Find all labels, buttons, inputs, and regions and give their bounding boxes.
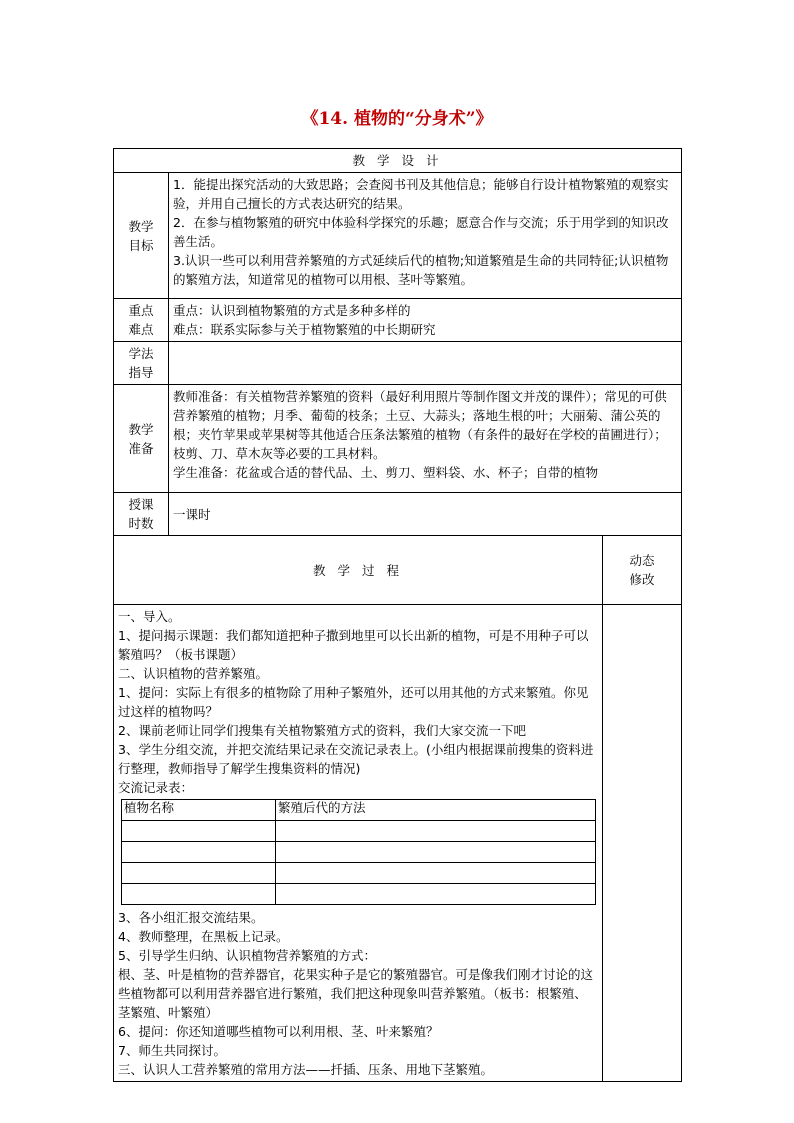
process-content <box>114 605 603 1082</box>
record-row <box>122 863 596 884</box>
teacher-prep: 教师准备：有关植物营养繁殖的资料（最好利用照片等制作图文并茂的课件）；常见的可供营养繁殖的植物；月季、葡萄的枝条；土豆、大蒜头；落地生根的叶；大丽菊、蒲公英的根；夹竹苹果或苹果树等其他适合压条法繁殖的植物（有条件的最好在学校的苗圃进行）；枝剪、刀、草木灰等必要的工具材料。 <box>173 389 667 461</box>
process-line: 1、提问：实际上有很多的植物除了用种子繁殖外，还可以用其他的方式来繁殖。你见过这样的植物吗？ <box>118 685 589 719</box>
document-title: 《14. 植物的“分身术”》 <box>301 109 493 129</box>
process-line: 5、引导学生归纳、认识植物营养繁殖的方式： <box>118 948 376 963</box>
method-content <box>169 342 682 385</box>
goals-label <box>114 173 169 299</box>
record-row <box>122 821 596 842</box>
key-content <box>169 299 682 342</box>
process-line: 二、认识植物的营养繁殖。 <box>118 666 269 681</box>
record-header-method: 繁殖后代的方法 <box>276 800 596 821</box>
record-cell <box>276 842 596 863</box>
record-table <box>121 799 596 905</box>
record-header-plant: 植物名称 <box>122 800 276 821</box>
hours-label <box>114 493 169 536</box>
goals-label-text: 教学 目标 <box>128 218 154 253</box>
process-line: 三、认识人工营养繁殖的常用方法——扦插、压条、用地下茎繁殖。 <box>118 1062 494 1077</box>
key-label <box>114 299 169 342</box>
process-line: 3、学生分组交流，并把交流结果记录在交流记录表上。(小组内根据课前搜集的资料进行整理，教师指导了解学生搜集资料的情况) <box>118 742 594 776</box>
record-cell <box>276 884 596 905</box>
process-line: 1、提问揭示课题：我们都知道把种子撒到地里可以长出新的植物，可是不用种子可以繁殖吗？（板书课题） <box>118 628 589 662</box>
record-cell <box>122 821 276 842</box>
record-row <box>122 842 596 863</box>
revision-header <box>603 536 682 605</box>
record-cell <box>276 863 596 884</box>
hours-content: 一课时 <box>169 493 682 536</box>
design-header: 教 学 设 计 <box>114 149 682 173</box>
key-label-text: 重点 难点 <box>128 303 154 337</box>
process-line: 2、课前老师让同学们搜集有关植物繁殖方式的资料，我们大家交流一下吧 <box>118 723 526 738</box>
revision-header-text: 动态 修改 <box>629 553 655 587</box>
process-line: 7、师生共同探讨。 <box>118 1043 226 1058</box>
key-point: 重点：认识到植物繁殖的方式是多种多样的 <box>173 303 411 318</box>
record-cell <box>122 842 276 863</box>
method-label-text: 学法 指导 <box>128 346 154 380</box>
prep-label <box>114 385 169 493</box>
record-cell <box>122 863 276 884</box>
lesson-plan-table <box>113 148 682 1082</box>
process-line: 3、各小组汇报交流结果。 <box>118 910 264 925</box>
record-cell <box>276 821 596 842</box>
prep-content <box>169 385 682 493</box>
goals-content <box>169 173 682 299</box>
goal-3: 3.认识一些可以利用营养繁殖的方式延续后代的植物;知道繁殖是生命的共同特征;认识植物的繁殖方法，知道常见的植物可以用根、茎叶等繁殖。 <box>173 253 669 287</box>
process-line: 根、茎、叶是植物的营养器官，花果实种子是它的繁殖器官。可是像我们刚才讨论的这些植物都可以利用营养器官进行繁殖，我们把这种现象叫营养繁殖。（板书：根繁殖、茎繁殖、叶繁殖） <box>118 967 594 1020</box>
record-cell <box>122 884 276 905</box>
process-line: 6、提问：你还知道哪些植物可以利用根、茎、叶来繁殖？ <box>118 1024 439 1039</box>
goal-1: 1．能提出探究活动的大致思路；会查阅书刊及其他信息；能够自行设计植物繁殖的观察实验，并用自己擅长的方式表达研究的结果。 <box>173 177 669 211</box>
hours-label-text: 授课 时数 <box>128 497 154 531</box>
method-label <box>114 342 169 385</box>
process-line: 交流记录表： <box>118 780 194 795</box>
process-line: 4、教师整理，在黑板上记录。 <box>118 929 289 944</box>
revision-content <box>603 605 682 1082</box>
difficult-point: 难点：联系实际参与关于植物繁殖的中长期研究 <box>173 322 436 337</box>
record-row <box>122 884 596 905</box>
goal-2: 2．在参与植物繁殖的研究中体验科学探究的乐趣；愿意合作与交流；乐于用学到的知识改善生活。 <box>173 215 669 249</box>
process-line: 一、导入。 <box>118 609 181 624</box>
student-prep: 学生准备：花盆或合适的替代品、土、剪刀、塑料袋、水、杯子；自带的植物 <box>173 465 599 480</box>
process-header: 教 学 过 程 <box>114 536 603 605</box>
prep-label-text: 教学 准备 <box>128 421 154 456</box>
